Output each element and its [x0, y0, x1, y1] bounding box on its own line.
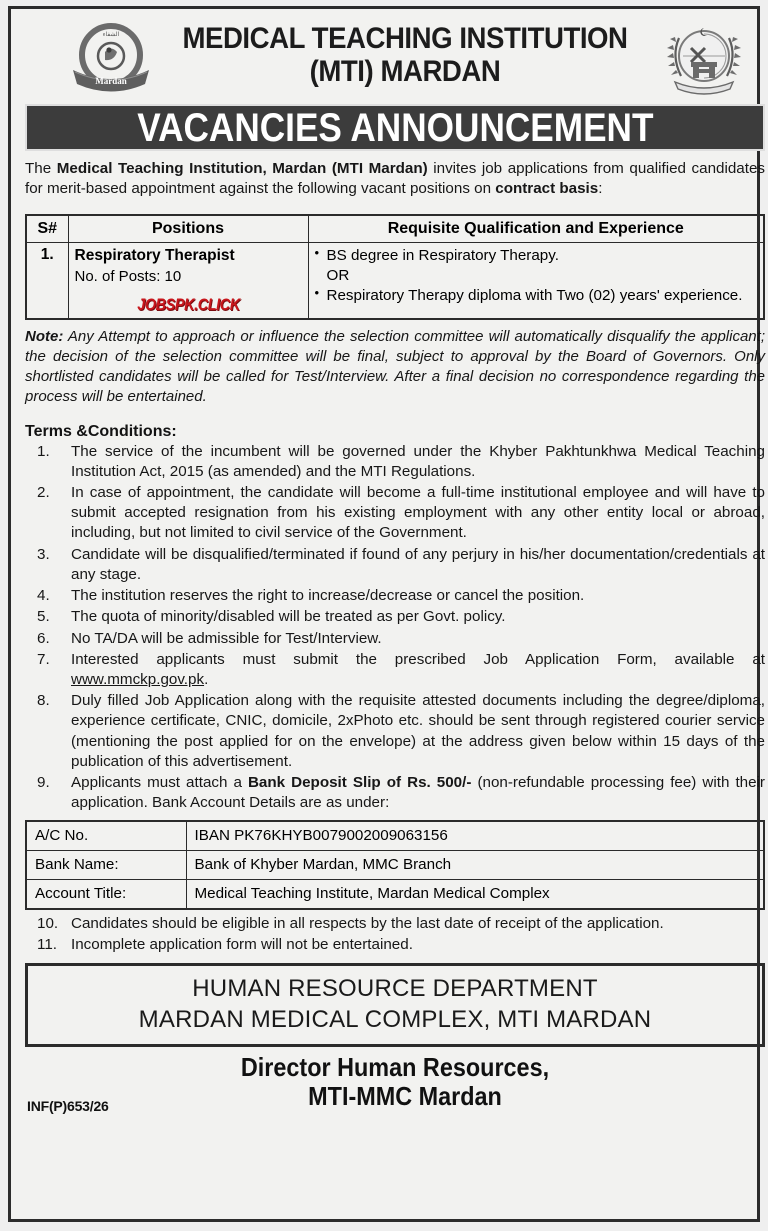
note-text: Any Attempt to approach or influence the selection committee will automatically disqualify the applicant; the decision of the selection committee will be final, subject to approval by the Board of Governors. Only shortlisted candidates will be called for Test/Interview. After a final decision no correspondence regarding the process will be entertained.	[25, 328, 765, 406]
document-header	[25, 20, 765, 102]
svg-text:Mardan: Mardan	[95, 76, 127, 86]
bank-account-details-table	[25, 820, 765, 910]
item-text: The quota of minority/disabled will be treated as per Govt. policy.	[71, 608, 506, 626]
intro-bold-org: Medical Teaching Institution, Mardan (MTI Mardan)	[56, 160, 428, 177]
qualification-list	[315, 246, 758, 305]
jobspk-watermark: JOBSPK.CLICK	[136, 295, 240, 315]
positions-table	[25, 214, 765, 320]
item-text-prefix: Interested applicants must submit the prescribed Job Application Form, available at	[71, 650, 765, 668]
bank-row-value: Medical Teaching Institute, Mardan Medical Complex	[186, 879, 764, 909]
org-title-line1: MEDICAL TEACHING INSTITUTION	[182, 22, 628, 55]
vacancies-announcement-banner	[25, 104, 765, 151]
intro-bold-contract: contract basis	[495, 180, 599, 198]
signatory-institution: MTI-MMC Mardan	[308, 1081, 502, 1112]
table-row	[26, 850, 764, 879]
bank-row-value: Bank of Khyber Mardan, MMC Branch	[186, 850, 764, 879]
table-row	[26, 879, 764, 909]
mti-mardan-crescent-logo-icon	[65, 22, 157, 98]
row-serial-number: 1.	[26, 243, 68, 319]
list-item	[25, 586, 765, 606]
intro-part3: :	[598, 180, 603, 198]
list-item	[25, 691, 765, 772]
list-item: • BS degree in Respiratory Therapy.	[315, 246, 758, 266]
department-line2: MARDAN MEDICAL COMPLEX, MTI MARDAN	[138, 1006, 652, 1034]
list-item	[25, 607, 765, 627]
department-line1: HUMAN RESOURCE DEPARTMENT	[192, 974, 598, 1002]
item-text: Incomplete application form will not be entertained.	[71, 935, 413, 953]
intro-paragraph	[25, 159, 765, 199]
page-title	[166, 24, 644, 87]
inf-number: INF(P)653/26	[27, 1097, 109, 1114]
positions-table-header-row	[26, 215, 764, 243]
list-item	[25, 650, 765, 690]
note-paragraph	[25, 327, 765, 407]
hr-department-box	[25, 963, 765, 1047]
intro-part1: The	[25, 160, 57, 177]
content-area	[25, 20, 765, 1228]
bank-row-label: Account Title:	[26, 879, 186, 909]
item-number: 11.	[37, 935, 57, 953]
item-number: 1.	[37, 442, 50, 460]
bank-row-label: Bank Name:	[26, 850, 186, 879]
table-row	[26, 821, 764, 851]
list-item: • Respiratory Therapy diploma with Two (02) years' experience.	[315, 286, 758, 306]
mmckp-website-link[interactable]: www.mmckp.gov.pk	[71, 670, 205, 688]
column-header-sn: S#	[26, 215, 68, 243]
row-qualification-cell	[308, 243, 764, 319]
bank-row-value: IBAN PK76KHYB0079002009063156	[186, 821, 764, 851]
column-header-positions: Positions	[68, 215, 308, 243]
bank-deposit-amount: Bank Deposit Slip of Rs. 500/-	[247, 774, 472, 792]
item-text-suffix: (non-refundable processing fee) with their application. Bank Account Details are as under:	[71, 774, 765, 812]
list-item	[25, 935, 765, 955]
svg-text:الشفاء: الشفاء	[102, 32, 120, 38]
item-text: No TA/DA will be admissible for Test/Interview.	[71, 629, 382, 647]
list-item	[25, 914, 765, 934]
item-text-prefix: Applicants must attach a	[71, 774, 248, 792]
item-number: 5.	[37, 608, 50, 626]
item-text: In case of appointment, the candidate will become a full-time institutional employee and will have to submit accepted resignation from his existing employment with any other entity local or abroad, including, but not limited to civil service of the Government.	[71, 484, 765, 542]
item-number: 8.	[37, 692, 50, 710]
khyber-pakhtunkhwa-government-emblem-icon	[661, 22, 747, 98]
terms-list-part1	[25, 442, 765, 814]
org-title-line2: (MTI) MARDAN	[309, 55, 501, 88]
list-item	[25, 773, 765, 813]
list-item	[25, 442, 765, 482]
list-item	[25, 483, 765, 544]
row-position-cell	[68, 243, 308, 319]
item-number: 10.	[37, 914, 59, 932]
list-item	[25, 629, 765, 649]
signatory-block	[25, 1052, 765, 1114]
position-title: Respiratory Therapist	[74, 247, 235, 265]
item-number: 4.	[37, 587, 50, 605]
item-number: 2.	[37, 484, 50, 501]
bank-row-label: A/C No.	[26, 821, 186, 851]
list-item	[25, 545, 765, 585]
item-text: The institution reserves the right to increase/decrease or cancel the position.	[71, 587, 585, 605]
item-number: 6.	[37, 629, 50, 647]
terms-list-part2	[25, 914, 765, 955]
intro-part2: invites job applications from qualified candidates for merit-based appointment against the following vacant positions on	[25, 160, 765, 198]
list-item-or: OR	[326, 267, 350, 285]
terms-and-conditions-heading: Terms &Conditions:	[25, 422, 177, 440]
outer-border-frame	[8, 6, 765, 1222]
item-text: Duly filled Job Application along with the requisite attested documents including the degree/diploma, experience certificate, CNIC, domicile, 2xPhoto etc. should be sent through registered courier service (mentioning the post applied for on the envelope) at the address given below within 15 days of the publication of this advertisement.	[71, 692, 765, 770]
item-number: 7.	[37, 650, 50, 668]
item-text-suffix: .	[204, 670, 209, 688]
position-number-of-posts: No. of Posts: 10	[74, 267, 182, 285]
item-text: The service of the incumbent will be governed under the Khyber Pakhtunkhwa Medical Teaching Institution Act, 2015 (as amended) and the MTI Regulations.	[71, 442, 765, 480]
item-number: 9.	[37, 774, 50, 792]
item-number: 3.	[37, 545, 50, 563]
note-label: Note:	[25, 328, 64, 346]
table-row	[26, 243, 764, 319]
item-text: Candidate will be disqualified/terminated if found of any perjury in his/her documentation/credentials at any stage.	[71, 545, 765, 583]
signatory-title: Director Human Resources,	[240, 1052, 550, 1083]
item-text: Candidates should be eligible in all respects by the last date of receipt of the application.	[71, 914, 664, 932]
column-header-qualification: Requisite Qualification and Experience	[308, 215, 764, 243]
banner-text: VACANCIES ANNOUNCEMENT	[136, 106, 654, 150]
